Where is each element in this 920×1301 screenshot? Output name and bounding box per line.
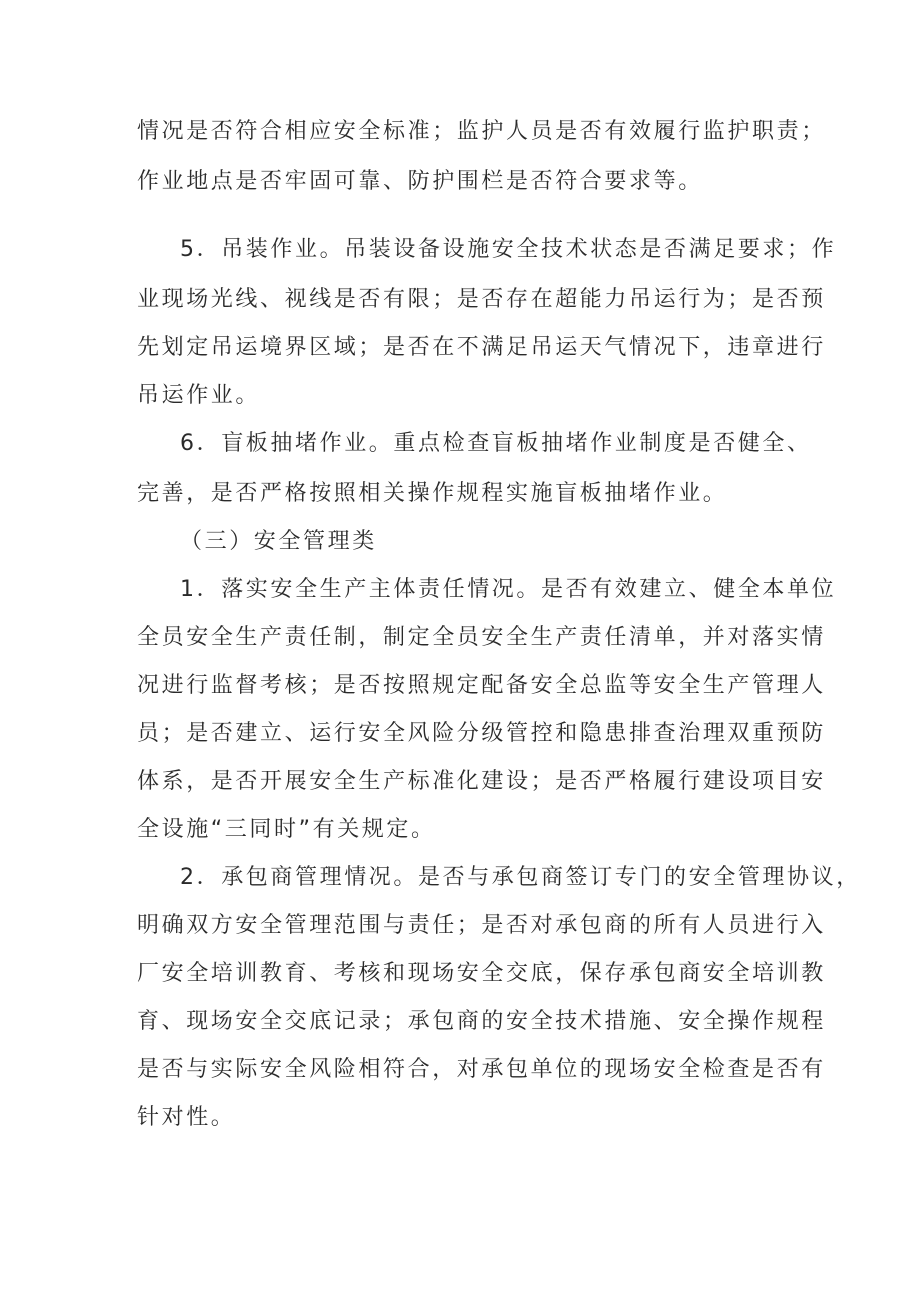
text-line-7: 6．盲板抽堵作业。重点检查盲板抽堵作业制度是否健全、 [180,431,812,456]
text-line-12: 况进行监督考核；是否按照规定配备安全总监等安全生产管理人 [137,673,826,698]
text-line-1: 情况是否符合相应安全标准；监护人员是否有效履行监护职责； [137,119,826,144]
text-line-10: 1．落实安全生产主体责任情况。是否有效建立、健全本单位 [180,577,837,602]
text-line-20: 是否与实际安全风险相符合，对承包单位的现场安全检查是否有 [137,1057,826,1082]
text-line-5: 先划定吊运境界区域；是否在不满足吊运天气情况下，违章进行 [137,335,826,360]
text-line-3: 5．吊装作业。吊装设备设施安全技术状态是否满足要求；作 [180,237,837,262]
text-line-17: 明确双方安全管理范围与责任；是否对承包商的所有人员进行入 [137,913,826,938]
text-line-21: 针对性。 [137,1105,236,1130]
text-line-13: 员；是否建立、运行安全风险分级管控和隐患排查治理双重预防 [137,721,826,746]
text-line-6: 吊运作业。 [137,383,261,408]
text-line-11: 全员安全生产责任制，制定全员安全生产责任清单，并对落实情 [137,625,826,650]
text-line-2: 作业地点是否牢固可靠、防护围栏是否符合要求等。 [137,169,703,194]
text-line-18: 厂安全培训教育、考核和现场安全交底，保存承包商安全培训教 [137,961,826,986]
text-line-4: 业现场光线、视线是否有限；是否存在超能力吊运行为；是否预 [137,287,826,312]
text-line-16: 2．承包商管理情况。是否与承包商签订专门的安全管理协议， [180,865,861,890]
text-line-15: 全设施“三同时”有关规定。 [137,817,436,842]
text-line-19: 育、现场安全交底记录；承包商的安全技术措施、安全操作规程 [137,1009,826,1034]
text-line-14: 体系，是否开展安全生产标准化建设；是否严格履行建设项目安 [137,769,826,794]
text-line-8: 完善，是否严格按照相关操作规程实施盲板抽堵作业。 [137,481,728,506]
section-heading: （三）安全管理类 [180,529,377,554]
